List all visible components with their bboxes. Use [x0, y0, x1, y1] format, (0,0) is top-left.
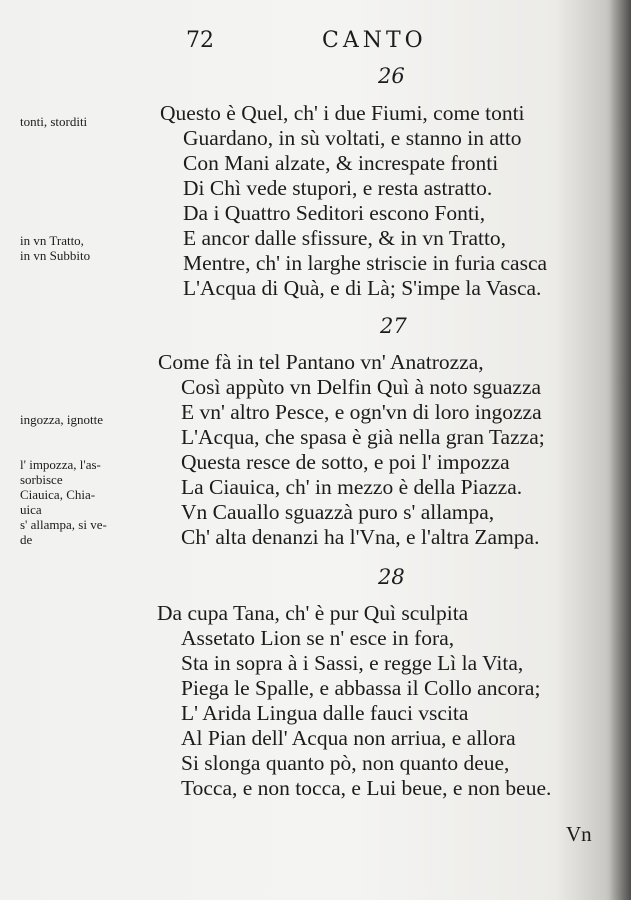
verse-line: Questo è Quel, ch' i due Fiumi, come tonti: [160, 101, 525, 125]
margin-note-line: in vn Subbito: [20, 248, 91, 263]
margin-note-line: l' impozza, l'as-: [20, 457, 101, 472]
margin-note-line: ingozza, ignotte: [20, 412, 104, 427]
verse-line: Tocca, e non tocca, e Lui beue, e non beue.: [181, 776, 552, 800]
margin-note-line: Ciauica, Chia-: [20, 487, 96, 502]
margin-note: [20, 412, 170, 427]
page-gutter-shadow: [609, 0, 631, 900]
stanza-number: 26: [378, 64, 405, 88]
margin-note: [20, 457, 170, 547]
verse-line: Di Chì vede stupori, e resta astratto.: [183, 176, 493, 200]
verse-line: Questa resce de sotto, e poi l' impozza: [181, 450, 510, 474]
stanza-number: 28: [378, 565, 405, 589]
margin-note-line: uica: [20, 502, 42, 517]
verse-line: Si slonga quanto pò, non quanto deue,: [181, 751, 510, 775]
margin-note: [20, 233, 170, 263]
verse-line: E ancor dalle sfissure, & in vn Tratto,: [183, 226, 507, 250]
margin-note-line: sorbisce: [20, 472, 63, 487]
verse-line: Con Mani alzate, & increspate fronti: [183, 151, 499, 175]
margin-note: [20, 114, 170, 129]
margin-note-line: tonti, storditi: [20, 114, 88, 129]
verse-line: Mentre, ch' in larghe striscie in furia casca: [183, 251, 548, 275]
verse-line: La Ciauica, ch' in mezzo è della Piazza.: [181, 475, 523, 499]
margin-note-line: de: [20, 532, 33, 547]
verse-line: Piega le Spalle, e abbassa il Collo ancora;: [181, 676, 541, 700]
verse-line: L' Arida Lingua dalle fauci vscita: [181, 701, 469, 725]
running-head: CANTO: [322, 28, 427, 53]
margin-note-line: s' allampa, si ve-: [20, 517, 107, 532]
verse-line: Così appùto vn Delfin Quì à noto sguazza: [181, 375, 542, 399]
verse-line: L'Acqua, che spasa è già nella gran Tazza;: [181, 425, 545, 449]
verse-line: Vn Cauallo sguazzà puro s' allampa,: [181, 500, 495, 524]
verse-line: Assetato Lion se n' esce in fora,: [181, 626, 455, 650]
catchword: Vn: [566, 822, 592, 846]
page-header: [0, 28, 631, 58]
verse-line: Da cupa Tana, ch' è pur Quì sculpita: [157, 601, 469, 625]
verse-line: E vn' altro Pesce, e ogn'vn di loro ingozza: [181, 400, 542, 424]
stanza-number: 27: [380, 314, 407, 338]
verse-line: Al Pian dell' Acqua non arriua, e allora: [181, 726, 516, 750]
verse-line: Come fà in tel Pantano vn' Anatrozza,: [158, 350, 484, 374]
verse-line: Sta in sopra à i Sassi, e regge Lì la Vita,: [181, 651, 524, 675]
verse-line: Da i Quattro Seditori escono Fonti,: [183, 201, 486, 225]
page-number: 72: [186, 28, 214, 53]
verse-line: Guardano, in sù voltati, e stanno in atto: [183, 126, 522, 150]
margin-note-line: in vn Tratto,: [20, 233, 84, 248]
verse-line: Ch' alta denanzi ha l'Vna, e l'altra Zampa.: [181, 525, 540, 549]
verse-line: L'Acqua di Quà, e di Là; S'impe la Vasca.: [183, 276, 542, 300]
